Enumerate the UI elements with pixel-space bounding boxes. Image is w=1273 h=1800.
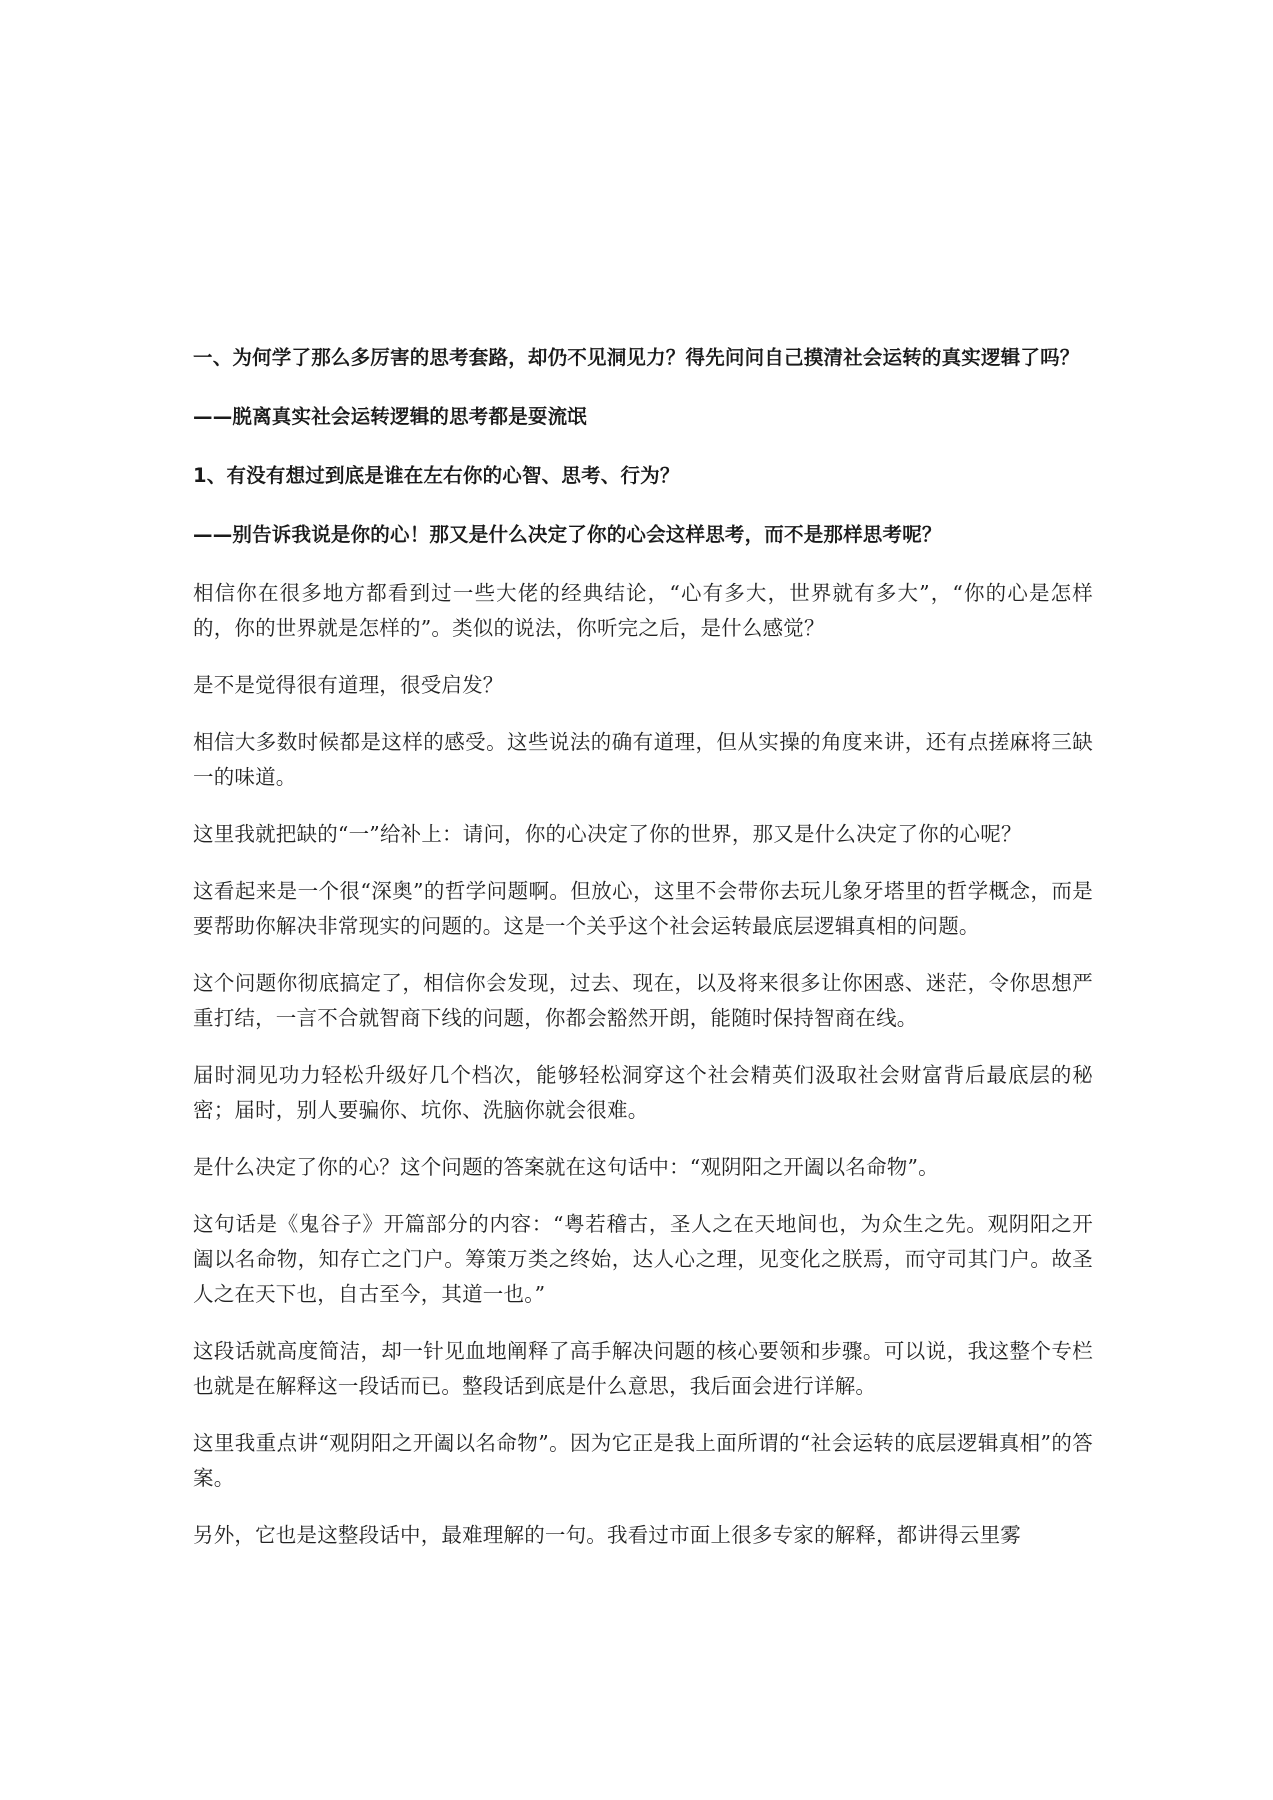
chapter-heading: 一、为何学了那么多厉害的思考套路，却仍不见洞见力？得先问问自己摸清社会运转的真实逻辑了吗？ xyxy=(193,346,1080,369)
section-subtitle: ——别告诉我说是你的心！那又是什么决定了你的心会这样思考，而不是那样思考呢？ xyxy=(193,523,942,546)
paragraph: 这个问题你彻底搞定了，相信你会发现，过去、现在，以及将来很多让你困惑、迷茫，令你思想严重打结，一言不合就智商下线的问题，你都会豁然开朗，能随时保持智商在线。 xyxy=(193,971,1093,1030)
document-body xyxy=(193,340,1093,1575)
section-heading: 1、有没有想过到底是谁在左右你的心智、思考、行为？ xyxy=(193,464,680,487)
paragraph: 届时洞见功力轻松升级好几个档次，能够轻松洞穿这个社会精英们汲取社会财富背后最底层的秘密；届时，别人要骗你、坑你、洗脑你就会很难。 xyxy=(193,1063,1093,1122)
paragraph: 相信你在很多地方都看到过一些大佬的经典结论，“心有多大，世界就有多大”，“你的心是怎样的，你的世界就是怎样的”。类似的说法，你听完之后，是什么感觉？ xyxy=(193,581,1093,640)
paragraph: 是不是觉得很有道理，很受启发？ xyxy=(193,673,504,697)
paragraph: 这句话是《鬼谷子》开篇部分的内容：“粤若稽古，圣人之在天地间也，为众生之先。观阴阳之开阖以名命物，知存亡之门户。筹策万类之终始，达人心之理，见变化之朕焉，而守司其门户。故圣人之在天下也，自古至今，其道一也。” xyxy=(193,1212,1093,1306)
paragraph: 另外，它也是这整段话中，最难理解的一句。我看过市面上很多专家的解释，都讲得云里雾 xyxy=(193,1523,1021,1547)
chapter-subtitle: ——脱离真实社会运转逻辑的思考都是耍流氓 xyxy=(193,405,588,428)
paragraph: 这里我重点讲“观阴阳之开阖以名命物”。因为它正是我上面所谓的“社会运转的底层逻辑真相”的答案。 xyxy=(193,1431,1093,1490)
paragraph: 这段话就高度简洁，却一针见血地阐释了高手解决问题的核心要领和步骤。可以说，我这整个专栏也就是在解释这一段话而已。整段话到底是什么意思，我后面会进行详解。 xyxy=(193,1339,1093,1398)
paragraph: 这里我就把缺的“一”给补上：请问，你的心决定了你的世界，那又是什么决定了你的心呢？ xyxy=(193,822,1022,846)
paragraph: 相信大多数时候都是这样的感受。这些说法的确有道理，但从实操的角度来讲，还有点搓麻将三缺一的味道。 xyxy=(193,730,1093,789)
paragraph: 是什么决定了你的心？这个问题的答案就在这句话中：“观阴阳之开阖以名命物”。 xyxy=(193,1155,939,1179)
paragraph: 这看起来是一个很“深奥”的哲学问题啊。但放心，这里不会带你去玩儿象牙塔里的哲学概念，而是要帮助你解决非常现实的问题的。这是一个关乎这个社会运转最底层逻辑真相的问题。 xyxy=(193,879,1093,938)
